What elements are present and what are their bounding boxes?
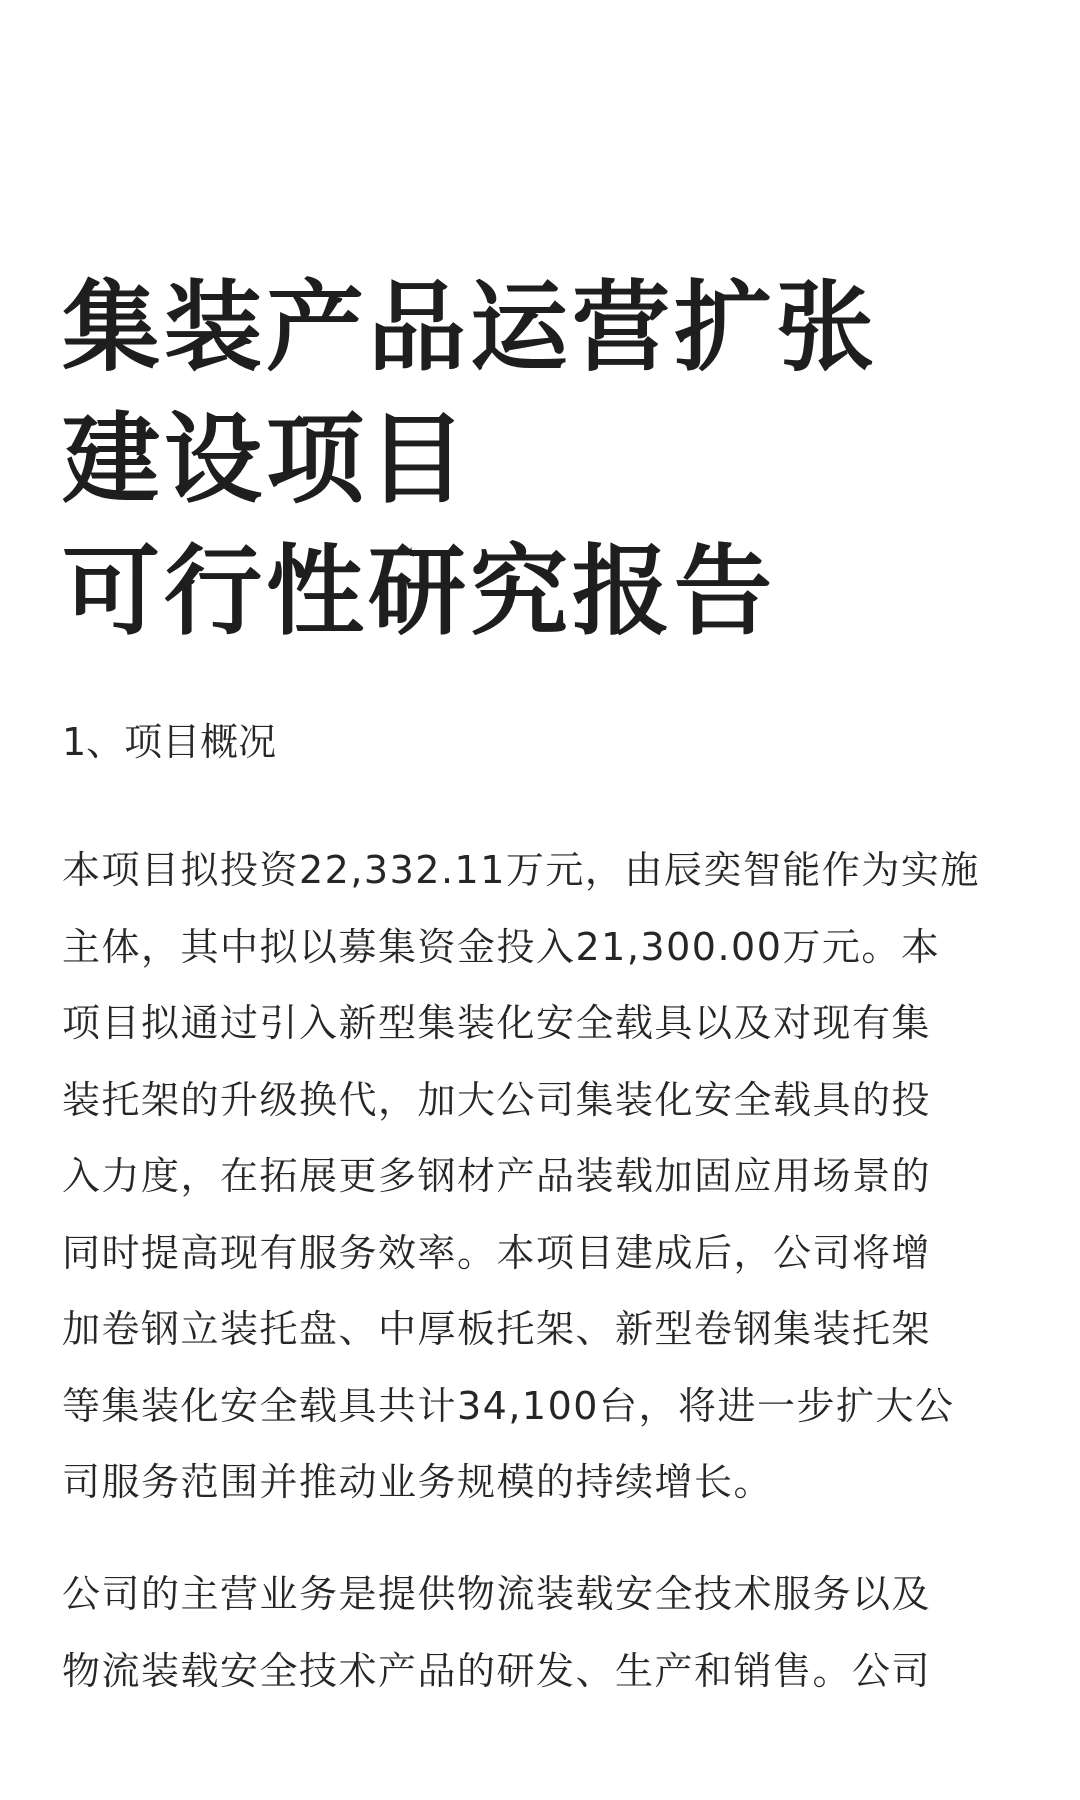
paragraph-line: 司服务范围并推动业务规模的持续增长。 xyxy=(62,1460,774,1504)
title-line: 建设项目 xyxy=(62,403,471,517)
paragraph-line: 公司的主营业务是提供物流装载安全技术服务以及 xyxy=(62,1572,932,1616)
paragraph-line: 主体，其中拟以募集资金投入21,300.00万元。本 xyxy=(62,924,941,969)
section-heading: 1、项目概况 xyxy=(62,720,277,764)
paragraph-line: 加卷钢立装托盘、中厚板托架、新型卷钢集装托架 xyxy=(62,1307,932,1351)
document-title xyxy=(62,262,1022,658)
title-line: 可行性研究报告 xyxy=(62,535,777,649)
paragraph-line: 装托架的升级换代，加大公司集装化安全载具的投 xyxy=(62,1077,932,1122)
paragraph-line: 同时提高现有服务效率。本项目建成后，公司将增 xyxy=(62,1230,932,1275)
paragraph-line: 本项目拟投资22,332.11万元，由辰奕智能作为实施 xyxy=(62,848,980,892)
body-paragraph-1 xyxy=(62,832,1022,1521)
title-line: 集装产品运营扩张 xyxy=(62,271,879,385)
paragraph-line: 项目拟通过引入新型集装化安全载具以及对现有集 xyxy=(62,1001,932,1045)
paragraph-line: 物流装载安全技术产品的研发、生产和销售。公司 xyxy=(62,1648,932,1693)
paragraph-line: 等集装化安全载具共计34,100台，将进一步扩大公 xyxy=(62,1383,955,1428)
paragraph-line: 入力度，在拓展更多钢材产品装载加固应用场景的 xyxy=(62,1154,932,1198)
body-paragraph-2 xyxy=(62,1556,1022,1709)
